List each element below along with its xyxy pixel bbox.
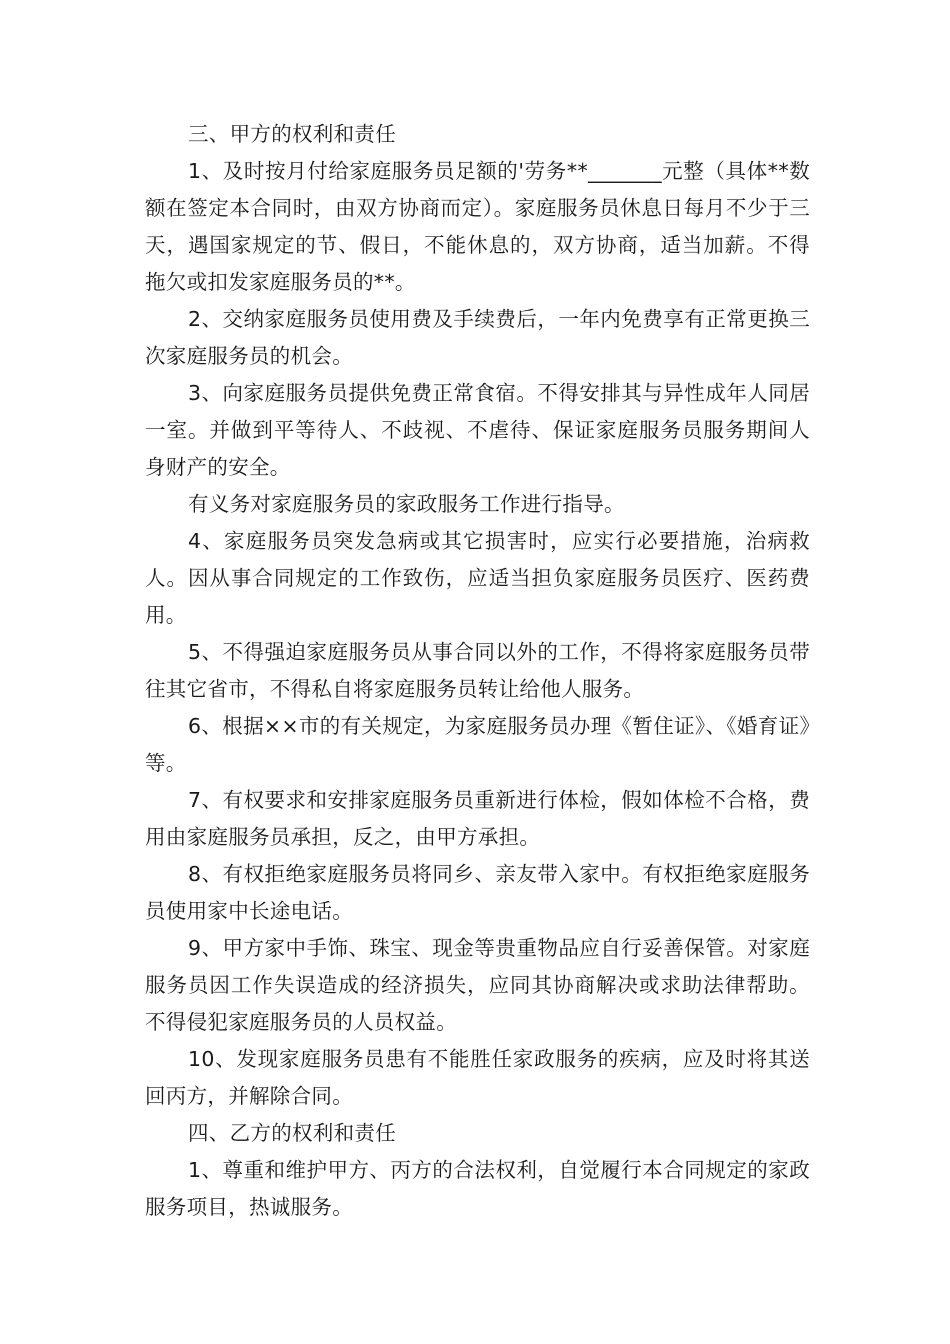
clause-a-guidance: 有义务对家庭服务员的家政服务工作进行指导。 [188,492,625,516]
clause-a-1: 1、及时按月付给家庭服务员足额的'劳务**_______元整（具体**数额在签定本合同时，由双方协商而定）。家庭服务员休息日每月不少于三天，遇国家规定的节、假日，不能休息的，双方协商，适当加薪。不得拖欠或扣发家庭服务员的**。 [145,159,810,294]
clause-a-9: 9、甲方家中手饰、珠宝、现金等贵重物品应自行妥善保管。对家庭服务员因工作失误造成的经济损失，应同其协商解决或求助法律帮助。不得侵犯家庭服务员的人员权益。 [145,936,810,1034]
section-heading-party-b: 四、乙方的权利和责任 [188,1121,396,1145]
clause-a-3: 3、向家庭服务员提供免费正常食宿。不得安排其与异性成年人同居一室。并做到平等待人、不歧视、不虐待、保证家庭服务员服务期间人身财产的安全。 [145,381,810,479]
clause-a-8: 8、有权拒绝家庭服务员将同乡、亲友带入家中。有权拒绝家庭服务员使用家中长途电话。 [145,862,810,923]
clause-a-2: 2、交纳家庭服务员使用费及手续费后，一年内免费享有正常更换三次家庭服务员的机会。 [145,307,810,368]
clause-b-1: 1、尊重和维护甲方、丙方的合法权利，自觉履行本合同规定的家政服务项目，热诚服务。 [145,1158,810,1219]
clause-a-6: 6、根据××市的有关规定，为家庭服务员办理《暂住证》、《婚育证》等。 [145,714,810,775]
section-heading-party-a: 三、甲方的权利和责任 [188,122,396,146]
clause-a-5: 5、不得强迫家庭服务员从事合同以外的工作，不得将家庭服务员带往其它省市，不得私自将家庭服务员转让给他人服务。 [145,640,810,701]
document-body [145,116,810,1226]
clause-a-10: 10、发现家庭服务员患有不能胜任家政服务的疾病，应及时将其送回丙方，并解除合同。 [145,1047,810,1108]
clause-a-4: 4、家庭服务员突发急病或其它损害时，应实行必要措施，治病救人。因从事合同规定的工作致伤，应适当担负家庭服务员医疗、医药费用。 [145,529,810,627]
clause-a-7: 7、有权要求和安排家庭服务员重新进行体检，假如体检不合格，费用由家庭服务员承担，反之，由甲方承担。 [145,788,810,849]
